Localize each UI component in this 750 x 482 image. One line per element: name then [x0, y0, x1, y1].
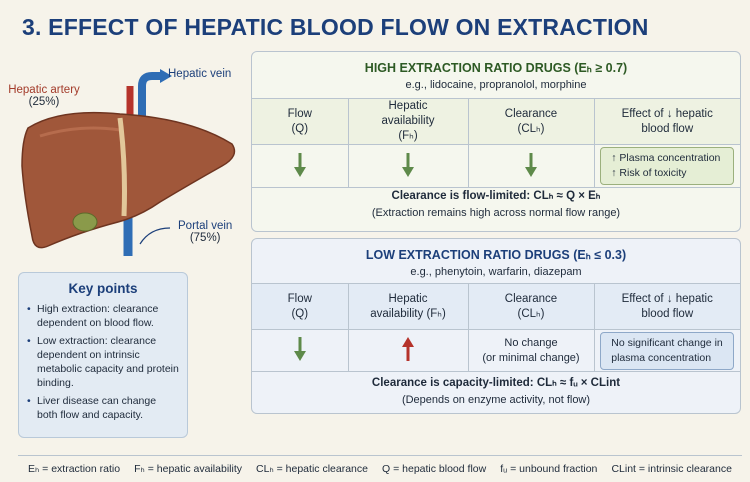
gallbladder	[73, 213, 97, 231]
high-col-flow: Flow (Q)	[252, 99, 348, 145]
hepatic-artery-label: Hepatic artery (25%)	[8, 84, 80, 108]
high-col-availability: Hepatic availability (Fₕ)	[348, 99, 468, 145]
low-col-availability: Hepatic availability (Fₕ)	[348, 284, 468, 330]
low-col-clearance: Clearance (CLₕ)	[468, 284, 594, 330]
low-availability-up-arrow-icon	[348, 330, 468, 372]
high-footer-formula: Clearance is flow-limited: CLₕ ≈ Q × Eₕ	[391, 190, 601, 202]
hepatic-vein-label: Hepatic vein	[168, 68, 232, 80]
low-col-flow: Flow (Q)	[252, 284, 348, 330]
abbreviation-legend	[18, 455, 742, 482]
hepatic-vein-vessel	[142, 76, 162, 118]
legend-item: Eₕ = extraction ratio	[28, 463, 121, 475]
low-clearance-value: No change (or minimal change)	[468, 330, 594, 372]
high-clearance-down-arrow-icon	[468, 145, 594, 188]
low-col-effect: Effect of ↓ hepatic blood flow	[594, 284, 740, 330]
page-title: 3. EFFECT OF HEPATIC BLOOD FLOW ON EXTRACTION	[22, 14, 649, 40]
liver-illustration	[0, 56, 250, 266]
key-points-list	[27, 302, 179, 422]
high-effect-cell	[594, 145, 740, 188]
legend-item: Q = hepatic blood flow	[382, 463, 487, 475]
high-panel-title: HIGH EXTRACTION RATIO DRUGS (Eₕ ≥ 0.7)	[364, 61, 628, 75]
key-points-box	[18, 272, 188, 438]
low-panel-examples: e.g., phenytoin, warfarin, diazepam	[410, 266, 582, 278]
low-flow-down-arrow-icon	[252, 330, 348, 372]
high-availability-down-arrow-icon	[348, 145, 468, 188]
legend-item: fᵤ = unbound fraction	[500, 463, 598, 475]
key-point-item: • Liver disease can change both flow and capacity.	[27, 394, 179, 422]
high-flow-down-arrow-icon	[252, 145, 348, 188]
legend-item: CLint = intrinsic clearance	[611, 463, 732, 475]
key-points-title: Key points	[68, 281, 138, 296]
low-effect-cell	[594, 330, 740, 372]
high-col-effect: Effect of ↓ hepatic blood flow	[594, 99, 740, 145]
low-footer-note: (Depends on enzyme activity, not flow)	[401, 394, 591, 406]
low-panel-title: LOW EXTRACTION RATIO DRUGS (Eₕ ≤ 0.3)	[365, 248, 627, 262]
low-footer-formula: Clearance is capacity-limited: CLₕ ≈ fᵤ × CLint	[371, 377, 621, 389]
key-point-item: • High extraction: clearance dependent on blood flow.	[27, 302, 179, 330]
high-extraction-panel	[251, 51, 741, 232]
high-table	[252, 98, 740, 188]
high-effect-box: ↑ Plasma concentration ↑ Risk of toxicity	[600, 147, 734, 185]
high-col-clearance: Clearance (CLₕ)	[468, 99, 594, 145]
low-extraction-panel	[251, 238, 741, 414]
high-footer-note: (Extraction remains high across normal flow range)	[371, 207, 621, 219]
low-table	[252, 283, 740, 372]
high-panel-examples: e.g., lidocaine, propranolol, morphine	[405, 79, 587, 91]
legend-item: CLₕ = hepatic clearance	[256, 463, 368, 475]
portal-vein-label: Portal vein (75%)	[178, 220, 233, 244]
low-effect-box: No significant change in plasma concentration	[600, 332, 734, 370]
legend-item: Fₕ = hepatic availability	[134, 463, 242, 475]
key-point-item: • Low extraction: clearance dependent on intrinsic metabolic capacity and protein binding.	[27, 334, 179, 390]
